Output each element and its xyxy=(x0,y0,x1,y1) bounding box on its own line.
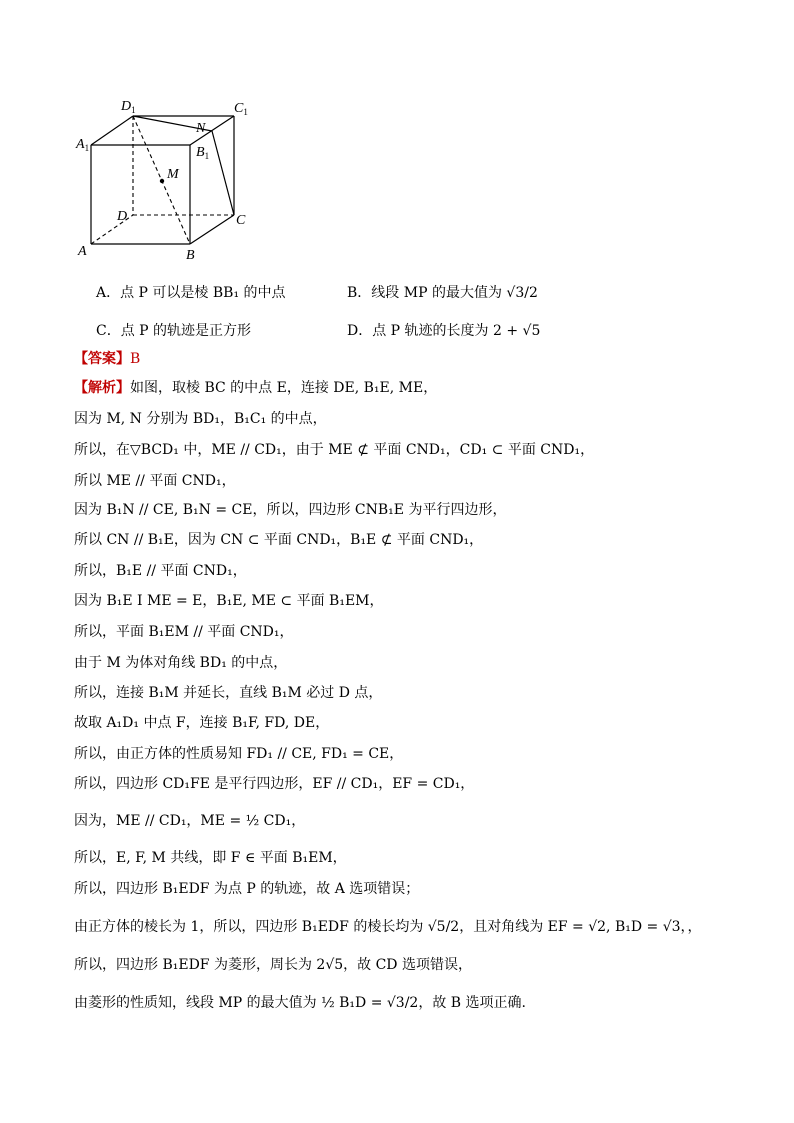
option-b: B．线段 MP 的最大值为 √3/2 xyxy=(347,285,538,301)
analysis-line-4: 因为 B₁N // CE, B₁N = CE，所以，四边形 CNB₁E 为平行四边形， xyxy=(74,502,507,518)
label-c1: $C_1$ xyxy=(234,101,248,117)
analysis-line-8: 所以，平面 B₁EM // 平面 CND₁， xyxy=(74,624,294,640)
label-b: B xyxy=(186,248,195,263)
segment-n-c xyxy=(212,131,234,215)
analysis-line-13: 所以，四边形 CD₁FE 是平行四边形，EF // CD₁，EF = CD₁， xyxy=(74,776,475,792)
analysis-line-11: 故取 A₁D₁ 中点 F，连接 B₁F, FD, DE， xyxy=(74,715,330,731)
option-d: D．点 P 轨迹的长度为 2 + √5 xyxy=(347,323,541,339)
analysis-line-19: 由菱形的性质知，线段 MP 的最大值为 ½ B₁D = √3/2，故 B 选项正确. xyxy=(74,995,526,1011)
analysis-line-14: 因为，ME // CD₁，ME = ½ CD₁， xyxy=(74,813,306,829)
label-c: C xyxy=(236,213,246,228)
option-c: C．点 P 的轨迹是正方形 xyxy=(96,323,252,339)
label-d: D xyxy=(117,209,128,224)
label-a1: $A_1$ xyxy=(76,137,90,153)
answer-value: B xyxy=(130,351,141,367)
analysis-line-6: 所以，B₁E // 平面 CND₁， xyxy=(74,563,247,579)
edge-b-c xyxy=(190,215,234,244)
label-m: M xyxy=(167,167,179,182)
analysis-line-12: 所以，由正方体的性质易知 FD₁ // CE, FD₁ = CE， xyxy=(74,746,404,762)
analysis-line-16: 所以，四边形 B₁EDF 为点 P 的轨迹，故 A 选项错误； xyxy=(74,881,420,897)
analysis-line-1: 因为 M, N 分别为 BD₁，B₁C₁ 的中点， xyxy=(74,411,327,427)
label-d1: $D_1$ xyxy=(121,99,136,115)
analysis-line-18: 所以，四边形 B₁EDF 为菱形，周长为 2√5，故 CD 选项错误， xyxy=(74,957,472,973)
analysis-line-10: 所以，连接 B₁M 并延长，直线 B₁M 必过 D 点， xyxy=(74,685,383,701)
analysis-line-5: 所以 CN // B₁E，因为 CN ⊂ 平面 CND₁，B₁E ⊄ 平面 CND₁， xyxy=(74,532,484,548)
option-a: A．点 P 可以是棱 BB₁ 的中点 xyxy=(96,285,286,301)
answer-line xyxy=(74,350,140,368)
analysis-line-3: 所以 ME // 平面 CND₁， xyxy=(74,473,236,489)
analysis-line-15: 所以，E, F, M 共线，即 F ∈ 平面 B₁EM， xyxy=(74,850,347,866)
analysis-line-9: 由于 M 为体对角线 BD₁ 的中点， xyxy=(74,655,288,671)
answer-tag: 【答案】 xyxy=(74,351,130,367)
point-m xyxy=(160,179,164,183)
analysis-line-2: 所以，在▽BCD₁ 中，ME // CD₁，由于 ME ⊄ 平面 CND₁，CD₁ ⊂ 平面 CND₁， xyxy=(74,442,595,458)
analysis-tag: 【解析】 xyxy=(74,380,130,396)
label-n: N xyxy=(196,121,206,136)
label-b1: $B_1$ xyxy=(196,145,210,161)
analysis-line-17: 由正方体的棱长为 1，所以，四边形 B₁EDF 的棱长均为 √5/2，且对角线为 EF = √2, B₁D = √3，， xyxy=(74,919,702,935)
analysis-line-7: 因为 B₁E I ME = E，B₁E, ME ⊂ 平面 B₁EM， xyxy=(74,593,384,609)
edge-a1-d1 xyxy=(91,116,133,145)
cube-figure xyxy=(0,0,794,280)
analysis-line-0: 【解析】如图，取棱 BC 的中点 E，连接 DE, B₁E, ME， xyxy=(74,380,438,396)
label-a: A xyxy=(78,244,87,259)
